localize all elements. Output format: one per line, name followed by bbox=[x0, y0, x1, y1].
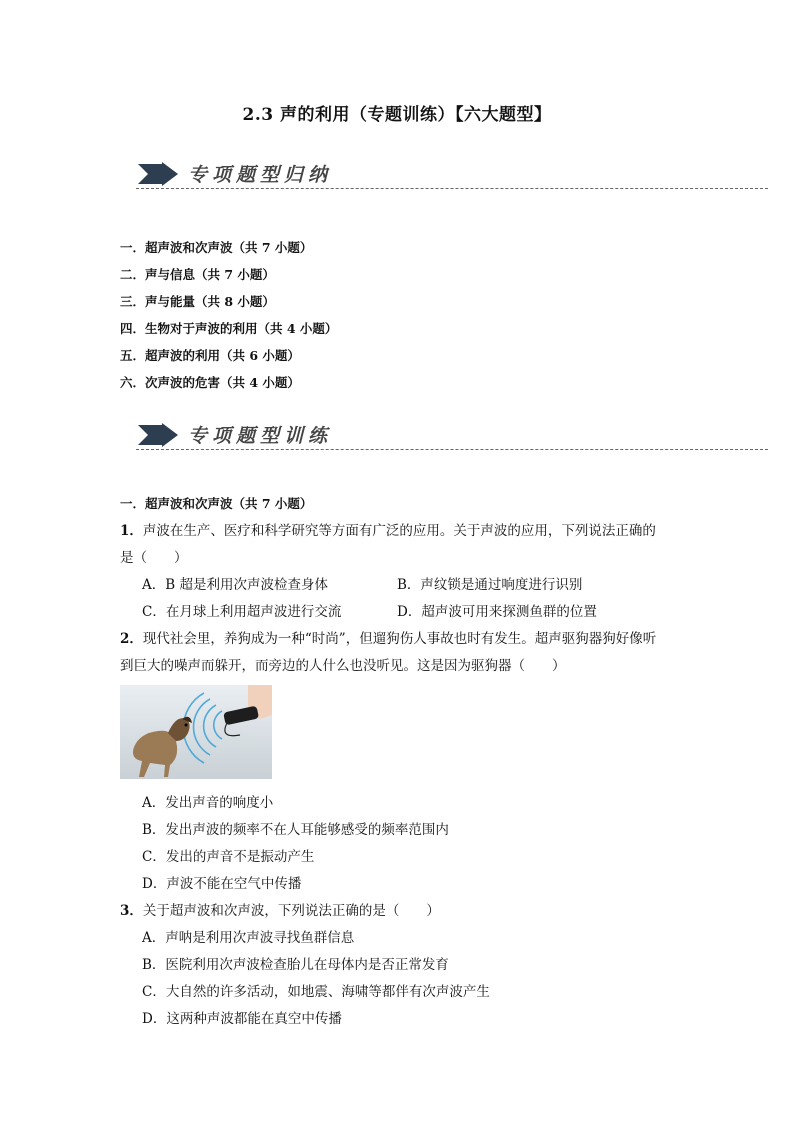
toc-item: 六．次声波的危害（共 4 小题） bbox=[120, 375, 300, 390]
page-title: 2.3 声的利用（专题训练）【六大题型】 bbox=[242, 105, 552, 125]
toc-item: 二．声与信息（共 7 小题） bbox=[120, 267, 275, 282]
banner-title: 专项题型归纳 bbox=[188, 164, 333, 186]
question-3 bbox=[120, 901, 680, 928]
question-number: 3． bbox=[120, 903, 143, 919]
question-text-cont: 是（ ） bbox=[120, 550, 188, 566]
question-text: 现代社会里，养狗成为一种“时尚”，但遛狗伤人事故也时有发生。超声驱狗器狗好像听 bbox=[142, 631, 657, 647]
toc-item: 一．超声波和次声波（共 7 小题） bbox=[120, 240, 313, 255]
banner-title: 专项题型训练 bbox=[188, 425, 333, 447]
toc-item: 四．生物对于声波的利用（共 4 小题） bbox=[120, 321, 338, 336]
divider bbox=[136, 188, 768, 189]
option-d: D．超声波可用来探测鱼群的位置 bbox=[397, 604, 597, 620]
question-area bbox=[120, 494, 680, 1036]
arrow-icon bbox=[138, 423, 180, 447]
toc-item: 三．声与能量（共 8 小题） bbox=[120, 294, 275, 309]
option-a: A．声呐是利用次声波寻找鱼群信息 bbox=[142, 930, 355, 946]
option-c: C．在月球上利用超声波进行交流 bbox=[142, 604, 342, 620]
option-row bbox=[120, 575, 680, 602]
question-number: 1． bbox=[120, 523, 143, 539]
section-heading: 一．超声波和次声波（共 7 小题） bbox=[120, 496, 313, 511]
option-b: B．声纹锁是通过响度进行识别 bbox=[397, 577, 583, 593]
option-c: C．发出的声音不是振动产生 bbox=[142, 849, 315, 865]
question-number: 2． bbox=[120, 631, 143, 647]
option-a: A．B 超是利用次声波检查身体 bbox=[142, 577, 328, 593]
option-d: D．声波不能在空气中传播 bbox=[142, 876, 302, 892]
toc-list bbox=[120, 238, 337, 400]
question-1 bbox=[120, 521, 680, 548]
section-banner-training bbox=[136, 417, 768, 457]
option-b: B．医院利用次声波检查胎儿在母体内是否正常发育 bbox=[142, 957, 449, 973]
divider bbox=[136, 449, 768, 450]
dog-repeller-image bbox=[120, 685, 272, 779]
question-2 bbox=[120, 629, 680, 656]
option-c: C．大自然的许多活动，如地震、海啸等都伴有次声波产生 bbox=[142, 984, 490, 1000]
option-a: A．发出声音的响度小 bbox=[142, 795, 274, 811]
question-text-cont: 到巨大的噪声而躲开，而旁边的人什么也没听见。这是因为驱狗器（ ） bbox=[120, 658, 566, 674]
section-banner-summary bbox=[136, 156, 768, 196]
option-d: D．这两种声波都能在真空中传播 bbox=[142, 1011, 342, 1027]
option-row bbox=[120, 602, 680, 629]
toc-item: 五．超声波的利用（共 6 小题） bbox=[120, 348, 300, 363]
arrow-icon bbox=[138, 162, 180, 186]
option-b: B．发出声波的频率不在人耳能够感受的频率范围内 bbox=[142, 822, 449, 838]
question-text: 声波在生产、医疗和科学研究等方面有广泛的应用。关于声波的应用，下列说法正确的 bbox=[142, 523, 656, 539]
question-text: 关于超声波和次声波，下列说法正确的是（ ） bbox=[142, 903, 440, 919]
